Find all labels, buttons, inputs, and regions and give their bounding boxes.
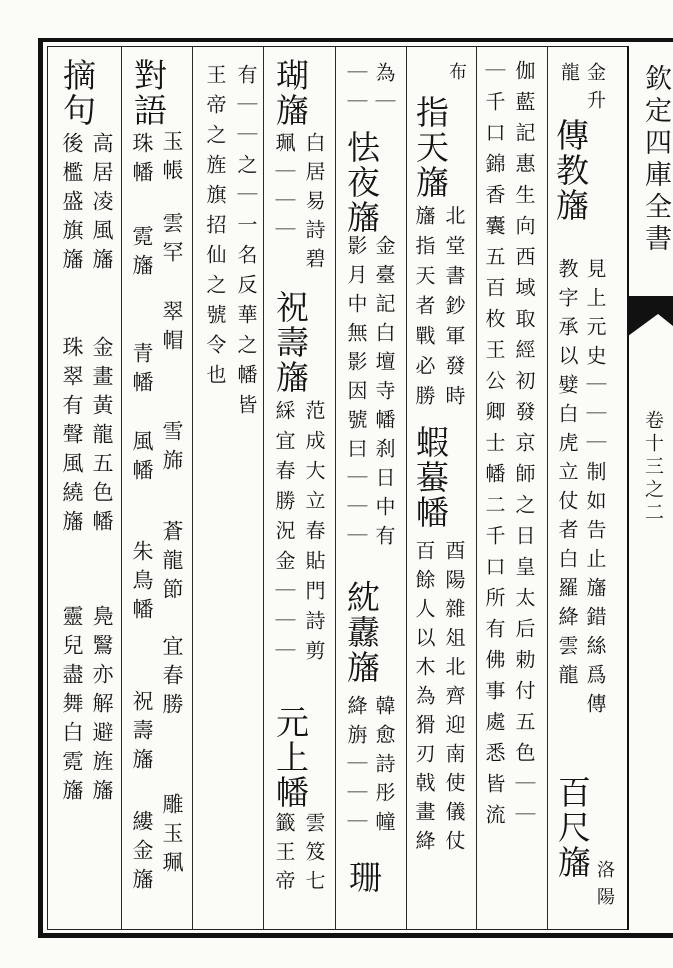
column-rule	[263, 46, 264, 930]
entry-heading: 祝壽旛	[271, 290, 310, 395]
section-heading: 對語	[129, 58, 168, 128]
entry-note: 酉陽雜俎北齊迎南使儀仗	[442, 540, 466, 859]
quoted-line: 靈兒盡舞白霓旛	[60, 605, 84, 808]
phrase-pair: 風幡	[130, 430, 154, 488]
small-note: 布	[446, 62, 467, 89]
phrase-pair: 霓旛	[130, 225, 154, 283]
volume-label: 卷十三之二	[642, 410, 664, 525]
small-note: 洛陽	[594, 860, 615, 914]
phrase-pair: 玉帳	[160, 130, 184, 188]
quoted-line: 珠翠有聲風繞旛	[60, 336, 84, 539]
phrase-pair: 青幡	[130, 342, 154, 400]
phrase-pair: 蒼龍節	[160, 520, 184, 607]
small-note: 金升	[584, 62, 606, 118]
book-title: 欽定四庫全書	[640, 64, 671, 256]
entry-heading: 元上幡	[271, 705, 310, 810]
quoted-line: 高居凌風旛	[90, 132, 114, 277]
column-rule	[335, 46, 336, 930]
entry-note: 金臺記白壇寺幡刹日中有	[372, 235, 396, 554]
phrase-pair: 雲罕	[160, 212, 184, 270]
entry-heading: 指天旛	[411, 95, 450, 200]
quoted-line: 金畫黃龍五色幡	[90, 336, 114, 539]
entry-heading: 百尺旛	[553, 775, 592, 880]
phrase-pair: 雕玉珮	[160, 793, 184, 880]
quoted-line: 鳧鷖亦解避旌旛	[90, 605, 114, 808]
entry-note: 王帝之旌旗招仙之號令也	[203, 64, 227, 394]
column-rule	[476, 46, 477, 930]
entry-note: ｜｜	[344, 62, 368, 120]
entry-note: 白居易詩碧	[302, 132, 326, 277]
phrase-pair: 雪旆	[160, 420, 184, 478]
entry-note: 有｜｜之｜一名反華之幡皆	[234, 64, 258, 424]
quoted-line: 後檻盛旗旛	[60, 132, 84, 277]
entry-note: 影月中無影因號曰｜｜｜	[344, 235, 368, 554]
phrase-pair: 珠幡	[130, 132, 154, 190]
fishtail-mark	[628, 296, 673, 336]
phrase-pair: 朱鳥幡	[130, 540, 154, 627]
entry-note: 伽藍記惠生向西域取經初發京師之日皇太后勅付五色｜｜	[512, 60, 536, 835]
column-rule	[547, 46, 548, 930]
entry-note: 雲笈七	[302, 812, 326, 899]
entry-note: 珮｜｜｜	[272, 132, 296, 248]
entry-note: 百餘人以木為猾刃戟畫絳	[412, 540, 436, 859]
entry-note: 綵宜春勝況金｜｜｜	[272, 400, 296, 670]
section-heading: 摘句	[58, 58, 97, 128]
entry-note: 絳旃｜｜｜	[344, 695, 368, 840]
phrase-pair: 宜春勝	[160, 635, 184, 722]
entry-note: 韓愈詩彤幢	[372, 695, 396, 840]
entry-note: 范成大立春貼門詩剪	[302, 400, 326, 670]
entry-heading: 瑚旛	[271, 58, 310, 128]
entry-note: 旛指天者戰必勝	[412, 205, 436, 415]
entry-heading: 珊	[344, 860, 383, 895]
entry-note: 籤王帝	[272, 812, 296, 899]
entry-note: 見上元史｜｜｜制如告止旛錯絲爲傳	[583, 258, 607, 722]
phrase-pair: 翠帽	[160, 300, 184, 358]
entry-note: ｜千口錦香囊五百枚王公卿士幡二千口所有佛事處悉皆流	[482, 60, 506, 835]
phrase-pair: 縷金旛	[130, 810, 154, 897]
center-fold-rule	[627, 46, 629, 930]
column-rule	[406, 46, 407, 930]
entry-note: 為｜	[372, 62, 396, 120]
entry-heading: 紞纛旛	[342, 580, 381, 685]
entry-heading: 傳教旛	[551, 118, 590, 223]
column-rule	[192, 46, 193, 930]
phrase-pair: 祝壽旛	[130, 690, 154, 777]
column-rule	[121, 46, 122, 930]
entry-heading: 蝦蟇幡	[411, 425, 450, 530]
entry-note: 北堂書鈔軍發時	[442, 205, 466, 415]
entry-note: 教字承以嬖白虎立仗者白羅絳雲龍	[555, 258, 579, 693]
small-note: 龍	[558, 62, 580, 90]
entry-heading: 怯夜旛	[342, 130, 381, 235]
